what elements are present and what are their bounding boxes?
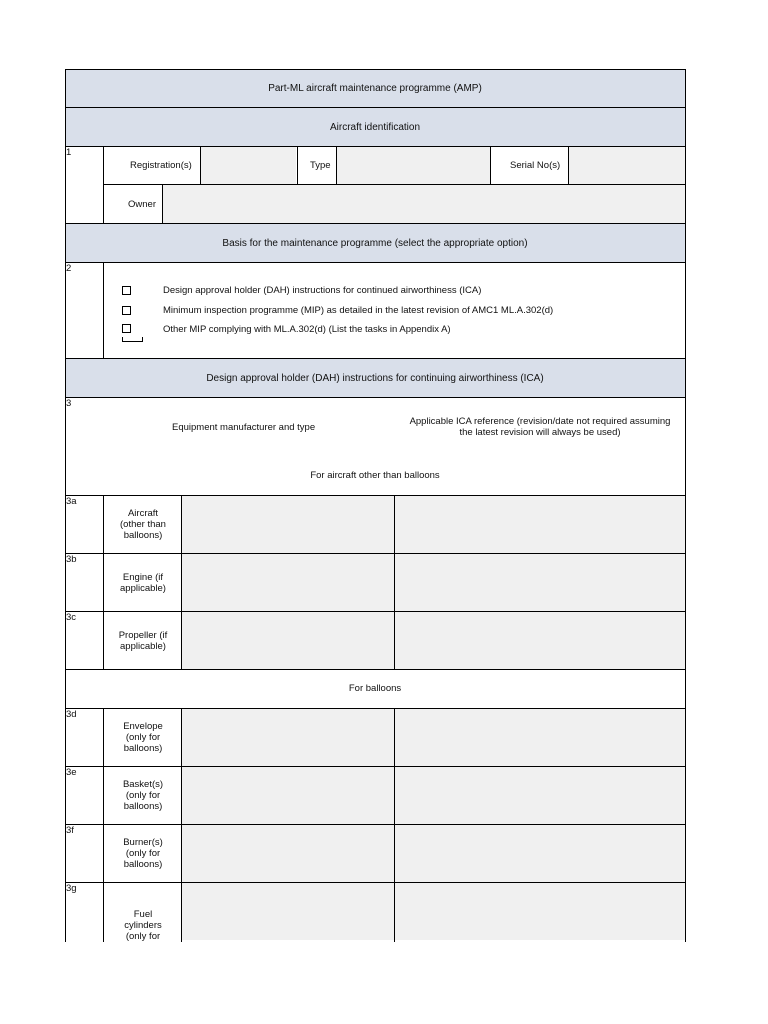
serial-label: Serial No(s) — [510, 160, 561, 171]
rule — [297, 146, 298, 184]
cell-3g-equipment[interactable] — [182, 883, 394, 940]
option-mip-label: Minimum inspection programme (MIP) as detailed in the latest revision of AMC1 ML.A.302(d) — [163, 305, 554, 316]
cell-3e-ica[interactable] — [395, 767, 685, 824]
serial-field[interactable] — [568, 147, 685, 184]
row-number-3: 3 — [66, 398, 72, 409]
row-label-3a: Aircraft (other than balloons) — [120, 508, 166, 541]
cell-3a-ica[interactable] — [395, 496, 685, 553]
ica-reference-line-2: the latest revision will always be used) — [459, 427, 621, 438]
cell-3c-equipment[interactable] — [182, 612, 394, 669]
rule — [65, 824, 686, 825]
rule — [336, 146, 337, 184]
row-number-3g: 3g — [66, 883, 77, 894]
type-label: Type — [310, 160, 331, 171]
cell-3b-equipment[interactable] — [182, 554, 394, 611]
option-other-mip-label: Other MIP complying with ML.A.302(d) (List the tasks in Appendix A) — [163, 324, 451, 335]
ica-reference-line-1: Applicable ICA reference (revision/date not required assuming — [409, 416, 671, 427]
rule — [65, 223, 686, 224]
cell-3d-ica[interactable] — [395, 709, 685, 766]
registration-label: Registration(s) — [130, 160, 192, 171]
equipment-column-header: Equipment manufacturer and type — [172, 422, 316, 433]
row-number-3c: 3c — [66, 612, 77, 623]
row-number-1: 1 — [66, 147, 72, 158]
cell-3e-equipment[interactable] — [182, 767, 394, 824]
row-label-3g: Fuel cylinders (only for — [124, 909, 162, 942]
rule — [490, 146, 491, 184]
row-number-3a: 3a — [66, 496, 77, 507]
cell-3b-ica[interactable] — [395, 554, 685, 611]
rule — [65, 146, 686, 147]
rule — [65, 358, 686, 359]
row-number-3e: 3e — [66, 767, 77, 778]
rule — [65, 553, 686, 554]
rule — [103, 262, 104, 358]
ica-reference-column-header — [395, 416, 685, 438]
rule — [103, 708, 104, 942]
subheader-other-than-balloons: For aircraft other than balloons — [310, 470, 440, 481]
checkbox-bracket-icon — [122, 337, 143, 342]
rule — [181, 495, 182, 669]
rule — [162, 184, 163, 223]
row-number-2: 2 — [66, 263, 72, 274]
row-label-3b: Engine (if applicable) — [120, 572, 166, 594]
cell-3f-ica[interactable] — [395, 825, 685, 882]
registration-field[interactable] — [200, 147, 296, 184]
section-basis-header: Basis for the maintenance programme (select the appropriate option) — [65, 224, 685, 262]
row-number-3d: 3d — [66, 709, 77, 720]
rule — [181, 708, 182, 942]
cell-3d-equipment[interactable] — [182, 709, 394, 766]
row-number-3f: 3f — [66, 825, 74, 836]
section-aircraft-identification-header: Aircraft identification — [65, 108, 685, 146]
row-label-3e: Basket(s) (only for balloons) — [122, 779, 164, 812]
rule — [65, 766, 686, 767]
rule — [65, 397, 686, 398]
rule — [65, 69, 686, 70]
rule — [200, 146, 201, 184]
row-label-3d: Envelope (only for balloons) — [123, 721, 163, 754]
rule — [103, 184, 686, 185]
border-right — [685, 69, 686, 942]
option-dah-label: Design approval holder (DAH) instructions for continued airworthiness (ICA) — [163, 285, 482, 296]
row-label-3f: Burner(s) (only for balloons) — [123, 837, 163, 870]
owner-field[interactable] — [162, 185, 685, 223]
section-dah-ica-header: Design approval holder (DAH) instructions for continuing airworthiness (ICA) — [65, 359, 685, 398]
subheader-balloons: For balloons — [348, 683, 402, 694]
row-label-3c: Propeller (if applicable) — [118, 630, 168, 652]
border-left — [65, 69, 66, 942]
rule — [103, 146, 104, 223]
rule — [65, 107, 686, 108]
rule — [65, 708, 686, 709]
rule — [65, 669, 686, 670]
option-other-mip-checkbox[interactable] — [122, 324, 131, 333]
rule — [65, 611, 686, 612]
rule — [65, 882, 686, 883]
rule — [103, 495, 104, 669]
rule — [65, 262, 686, 263]
rule — [394, 708, 395, 942]
cell-3a-equipment[interactable] — [182, 496, 394, 553]
owner-label: Owner — [128, 199, 156, 210]
cell-3g-ica[interactable] — [395, 883, 685, 940]
rule — [394, 495, 395, 669]
cell-3f-equipment[interactable] — [182, 825, 394, 882]
rule — [568, 146, 569, 184]
option-dah-checkbox[interactable] — [122, 286, 131, 295]
form-title: Part-ML aircraft maintenance programme (AMP) — [65, 69, 685, 108]
option-mip-checkbox[interactable] — [122, 306, 131, 315]
type-field[interactable] — [337, 147, 490, 184]
rule — [65, 495, 686, 496]
cell-3c-ica[interactable] — [395, 612, 685, 669]
row-number-3b: 3b — [66, 554, 77, 565]
